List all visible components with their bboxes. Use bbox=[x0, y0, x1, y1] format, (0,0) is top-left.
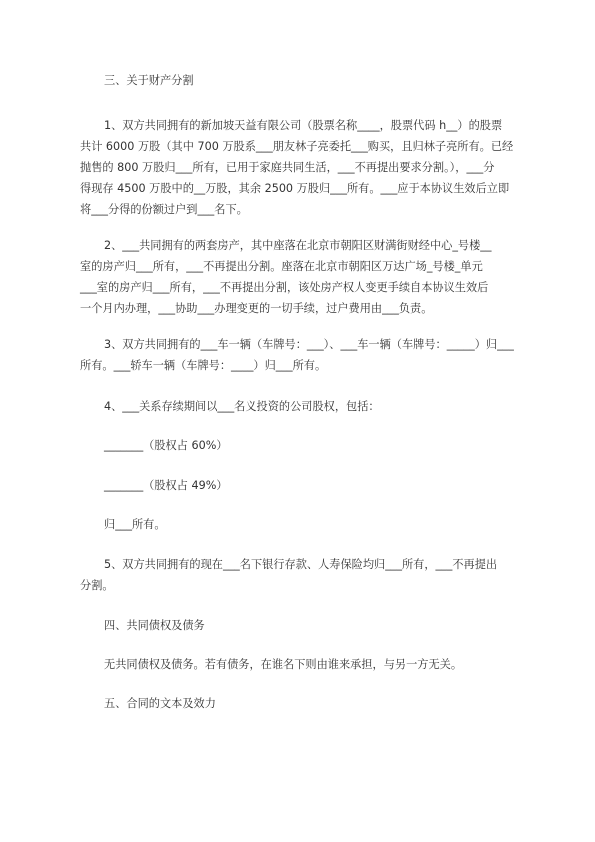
section-4-body: 无共同债权及债务。若有债务，在谁名下则由谁来承担，与另一方无关。 bbox=[104, 658, 463, 671]
section-heading-debts: 四、共同债权及债务 bbox=[104, 619, 205, 632]
paragraph-1-line-4: 得现存 4500 万股中的__万股，其余 2500 万股归___所有。___应于本协议生效后立即 bbox=[80, 182, 510, 195]
paragraph-2-line-3: ___室的房产归___所有，___不再提出分割，该处房产权人变更手续自本协议生效后 bbox=[80, 281, 489, 294]
paragraph-3-line-1: 3、双方共同拥有的___车一辆（车牌号：___）、___车一辆（车牌号：_____）归___ bbox=[104, 338, 514, 351]
paragraph-3-line-2: 所有。___轿车一辆（车牌号：____）归___所有。 bbox=[80, 359, 327, 372]
paragraph-4-item-2: _______（股权占 49%） bbox=[104, 479, 228, 492]
paragraph-1-line-3: 抛售的 800 万股归___所有，已用于家庭共同生活，___不再提出要求分割。），___分 bbox=[80, 161, 495, 174]
paragraph-4-line-4: 归___所有。 bbox=[104, 518, 166, 531]
paragraph-2-line-1: 2、___共同拥有的两套房产，其中座落在北京市朝阳区财满街财经中心_号楼__ bbox=[104, 239, 492, 252]
paragraph-4-line-1: 4、___关系存续期间以___名义投资的公司股权，包括： bbox=[104, 400, 380, 413]
paragraph-4-item-1: _______（股权占 60%） bbox=[104, 439, 228, 452]
paragraph-5-line-2: 分割。 bbox=[80, 579, 114, 592]
paragraph-1-line-1: 1、双方共同拥有的新加坡天益有限公司（股票名称____，股票代码 h__）的股票 bbox=[104, 119, 503, 132]
paragraph-1-line-2: 共计 6000 万股（其中 700 万股系___朋友林子亮委托___购买，且归林子亮所有。已经 bbox=[80, 140, 514, 153]
paragraph-2-line-2: 室的房产归___所有，___不再提出分割。座落在北京市朝阳区万达广场_号楼_单元 bbox=[80, 260, 483, 273]
section-heading-contract-text: 五、合同的文本及效力 bbox=[104, 697, 216, 710]
paragraph-5-line-1: 5、双方共同拥有的现在___名下银行存款、人寿保险均归___所有，___不再提出 bbox=[104, 558, 498, 571]
section-heading-property-division: 三、关于财产分割 bbox=[104, 74, 194, 87]
paragraph-1-line-5: 将___分得的份额过户到___名下。 bbox=[80, 203, 248, 216]
paragraph-2-line-4: 一个月内办理，___协助___办理变更的一切手续，过户费用由___负责。 bbox=[80, 302, 433, 315]
